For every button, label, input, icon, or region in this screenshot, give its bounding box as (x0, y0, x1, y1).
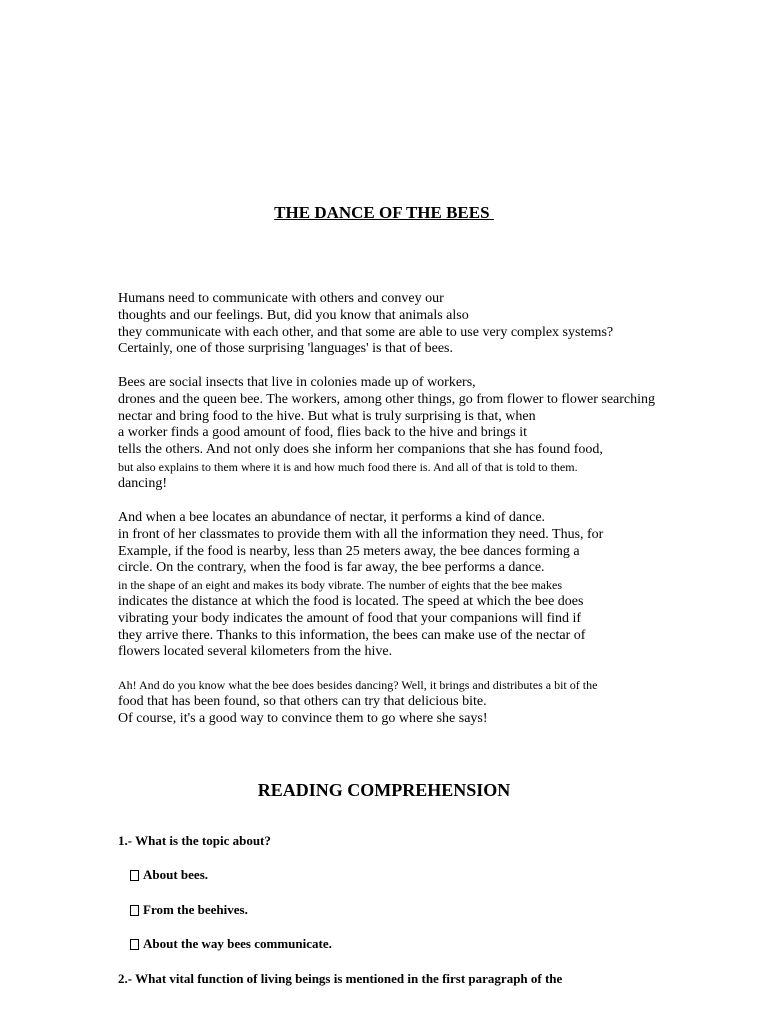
checkbox-icon[interactable] (130, 870, 139, 881)
question-1: 1.- What is the topic about? (118, 833, 271, 848)
paragraph-line: tells the others. And not only does she inform her companions that she has found food, (118, 442, 603, 458)
answer-option-label: About bees. (143, 867, 209, 882)
paragraph-line: Bees are social insects that live in colonies made up of workers, (118, 375, 476, 390)
paragraph-line: in the shape of an eight and makes its body vibrate. The number of eights that the bee makes (118, 578, 562, 593)
section-heading: READING COMPREHENSION (257, 780, 511, 800)
paragraph-2 (118, 375, 728, 493)
paragraph-line: vibrating your body indicates the amount of food that your companions will find if (118, 610, 582, 626)
paragraph-line: but also explains to them where it is and how much food there is. And all of that is told to them. (118, 459, 578, 474)
answer-option[interactable] (130, 867, 208, 883)
answer-option[interactable] (130, 902, 248, 918)
paragraph-line: they communicate with each other, and that some are able to use very complex systems? (118, 324, 614, 340)
paragraph-line: dancing! (118, 475, 167, 491)
paragraph-1 (118, 291, 728, 358)
answer-option[interactable] (130, 936, 332, 952)
paragraph-line: Ah! And do you know what the bee does besides dancing? Well, it brings and distributes a bit of the (118, 678, 598, 692)
paragraph-line: Certainly, one of those surprising 'languages' is that of bees. (118, 341, 454, 357)
paragraph-4 (118, 677, 728, 727)
checkbox-icon[interactable] (130, 939, 139, 950)
paragraph-line: nectar and bring food to the hive. But what is truly surprising is that, when (118, 408, 536, 424)
paragraph-line: Of course, it's a good way to convince them to go where she says! (118, 710, 488, 726)
paragraph-3 (118, 510, 728, 661)
paragraph-line: circle. On the contrary, when the food is far away, the bee performs a dance. (118, 560, 545, 576)
paragraph-line: Humans need to communicate with others and convey our (118, 291, 444, 306)
paragraph-line: they arrive there. Thanks to this information, the bees can make use of the nectar of (118, 627, 586, 643)
paragraph-line: indicates the distance at which the food is located. The speed at which the bee does (118, 593, 584, 609)
checkbox-icon[interactable] (130, 905, 139, 916)
paragraph-line: Example, if the food is nearby, less than 25 meters away, the bee dances forming a (118, 543, 580, 559)
question-2: 2.- What vital function of living beings is mentioned in the first paragraph of the (118, 971, 563, 986)
answer-option-label: From the beehives. (143, 902, 248, 917)
answer-option-label: About the way bees communicate. (143, 936, 332, 951)
paragraph-line: food that has been found, so that others can try that delicious bite. (118, 693, 487, 709)
paragraph-line: thoughts and our feelings. But, did you know that animals also (118, 307, 469, 323)
paragraph-line: And when a bee locates an abundance of nectar, it performs a kind of dance. (118, 510, 546, 525)
paragraph-line: flowers located several kilometers from the hive. (118, 644, 393, 660)
paragraph-line: drones and the queen bee. The workers, among other things, go from flower to flower searching (118, 391, 656, 407)
paragraph-line: a worker finds a good amount of food, flies back to the hive and brings it (118, 425, 528, 441)
paragraph-line: in front of her classmates to provide them with all the information they need. Thus, for (118, 526, 604, 542)
document-title: THE DANCE OF THE BEES (274, 203, 494, 222)
